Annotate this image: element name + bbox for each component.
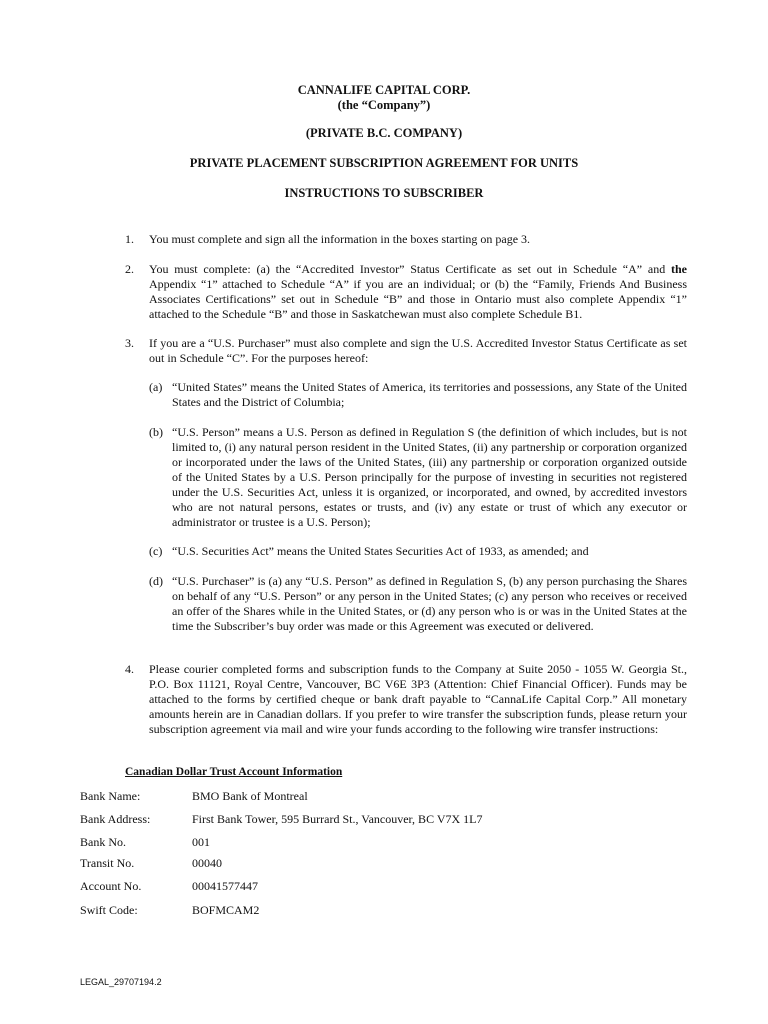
- bank-info-value: First Bank Tower, 595 Burrard St., Vancouver, BC V7X 1L7: [192, 812, 483, 826]
- bank-info-value: 00041577447: [192, 879, 258, 893]
- bank-info-value: 001: [192, 835, 210, 849]
- company-alias: (the “Company”): [337, 98, 431, 112]
- item-text: You must complete: (a) the “Accredited Investor” Status Certificate as set out in Schedule “A” and the Appendix “1” attached to Schedule “A” if you are an individual; or (b) the “Family, Friends And Business Associates Certifications” set out in Schedule “B” and those in Ontario must also complete Appendix “1” attached to the Schedule “B” and those in Saskatchewan must also complete Schedule B1.: [149, 262, 687, 321]
- item-number: 1.: [125, 232, 134, 246]
- subitem-letter: (c): [149, 544, 163, 558]
- subitem-letter: (d): [149, 574, 163, 588]
- item-number: 3.: [125, 336, 134, 350]
- bank-info-value: BMO Bank of Montreal: [192, 789, 308, 803]
- subitem-text: “U.S. Purchaser” is (a) any “U.S. Person” as defined in Regulation S, (b) any person purchasing the Shares on behalf of any “U.S. Person” or any person in the United States; (c) any person who receives or received an offer of the Shares while in the United States, or (d) any person who is or was in the United States at the time the Subscriber’s buy order was made or this Agreement was executed or delivered.: [172, 574, 687, 633]
- instructions-title: INSTRUCTIONS TO SUBSCRIBER: [284, 186, 484, 200]
- bank-info-label: Bank Name:: [80, 789, 141, 803]
- subitem-letter: (b): [149, 425, 163, 439]
- bank-info-value: 00040: [192, 856, 222, 870]
- bank-info-value: BOFMCAM2: [192, 903, 260, 917]
- bank-info-label: Bank Address:: [80, 812, 151, 826]
- document-id: LEGAL_29707194.2: [80, 977, 162, 987]
- bank-info-label: Account No.: [80, 879, 142, 893]
- bank-info-heading: Canadian Dollar Trust Account Information: [125, 766, 343, 778]
- subitem-text: “U.S. Securities Act” means the United States Securities Act of 1933, as amended; and: [172, 544, 589, 558]
- item-text: If you are a “U.S. Purchaser” must also complete and sign the U.S. Accredited Investor Status Certificate as set out in Schedule “C”. For the purposes hereof:: [149, 336, 687, 365]
- bank-info-label: Transit No.: [80, 856, 135, 870]
- company-name: CANNALIFE CAPITAL CORP.: [297, 83, 471, 97]
- company-type: (PRIVATE B.C. COMPANY): [305, 126, 463, 140]
- subitem-letter: (a): [149, 380, 163, 394]
- agreement-title: PRIVATE PLACEMENT SUBSCRIPTION AGREEMENT FOR UNITS: [189, 156, 579, 170]
- bank-info-label: Bank No.: [80, 835, 126, 849]
- item-number: 2.: [125, 262, 134, 276]
- subitem-text: “United States” means the United States of America, its territories and possessions, any State of the United States and the District of Columbia;: [172, 380, 687, 409]
- subitem-text: “U.S. Person” means a U.S. Person as defined in Regulation S (the definition of which includes, but is not limited to, (i) any natural person resident in the United States, (ii) any partnership or corporation organized or incorporated under the laws of the United States, (iii) any partnership or corporation organized outside of the United States by a U.S. Person principally for the purpose of investing in securities not registered under the U.S. Securities Act, unless it is organized, or incorporated, and owned, by accredited investors who are not natural persons, estates or trusts, and (iv) any estate or trust of which any executor or administrator or trustee is a U.S. Person);: [172, 425, 687, 529]
- bank-info-label: Swift Code:: [80, 903, 138, 917]
- item-text: You must complete and sign all the information in the boxes starting on page 3.: [149, 232, 531, 246]
- item-text: Please courier completed forms and subscription funds to the Company at Suite 2050 - 1055 W. Georgia St., P.O. Box 11121, Royal Centre, Vancouver, BC V6E 3P3 (Attention: Chief Financial Officer). Funds may be attached to the forms by certified cheque or bank draft payable to “CannaLife Capital Corp.” All monetary amounts herein are in Canadian dollars. If you prefer to wire transfer the subscription funds, please return your subscription agreement via mail and wire your funds according to the following wire transfer instructions:: [149, 662, 687, 736]
- item-number: 4.: [125, 662, 134, 676]
